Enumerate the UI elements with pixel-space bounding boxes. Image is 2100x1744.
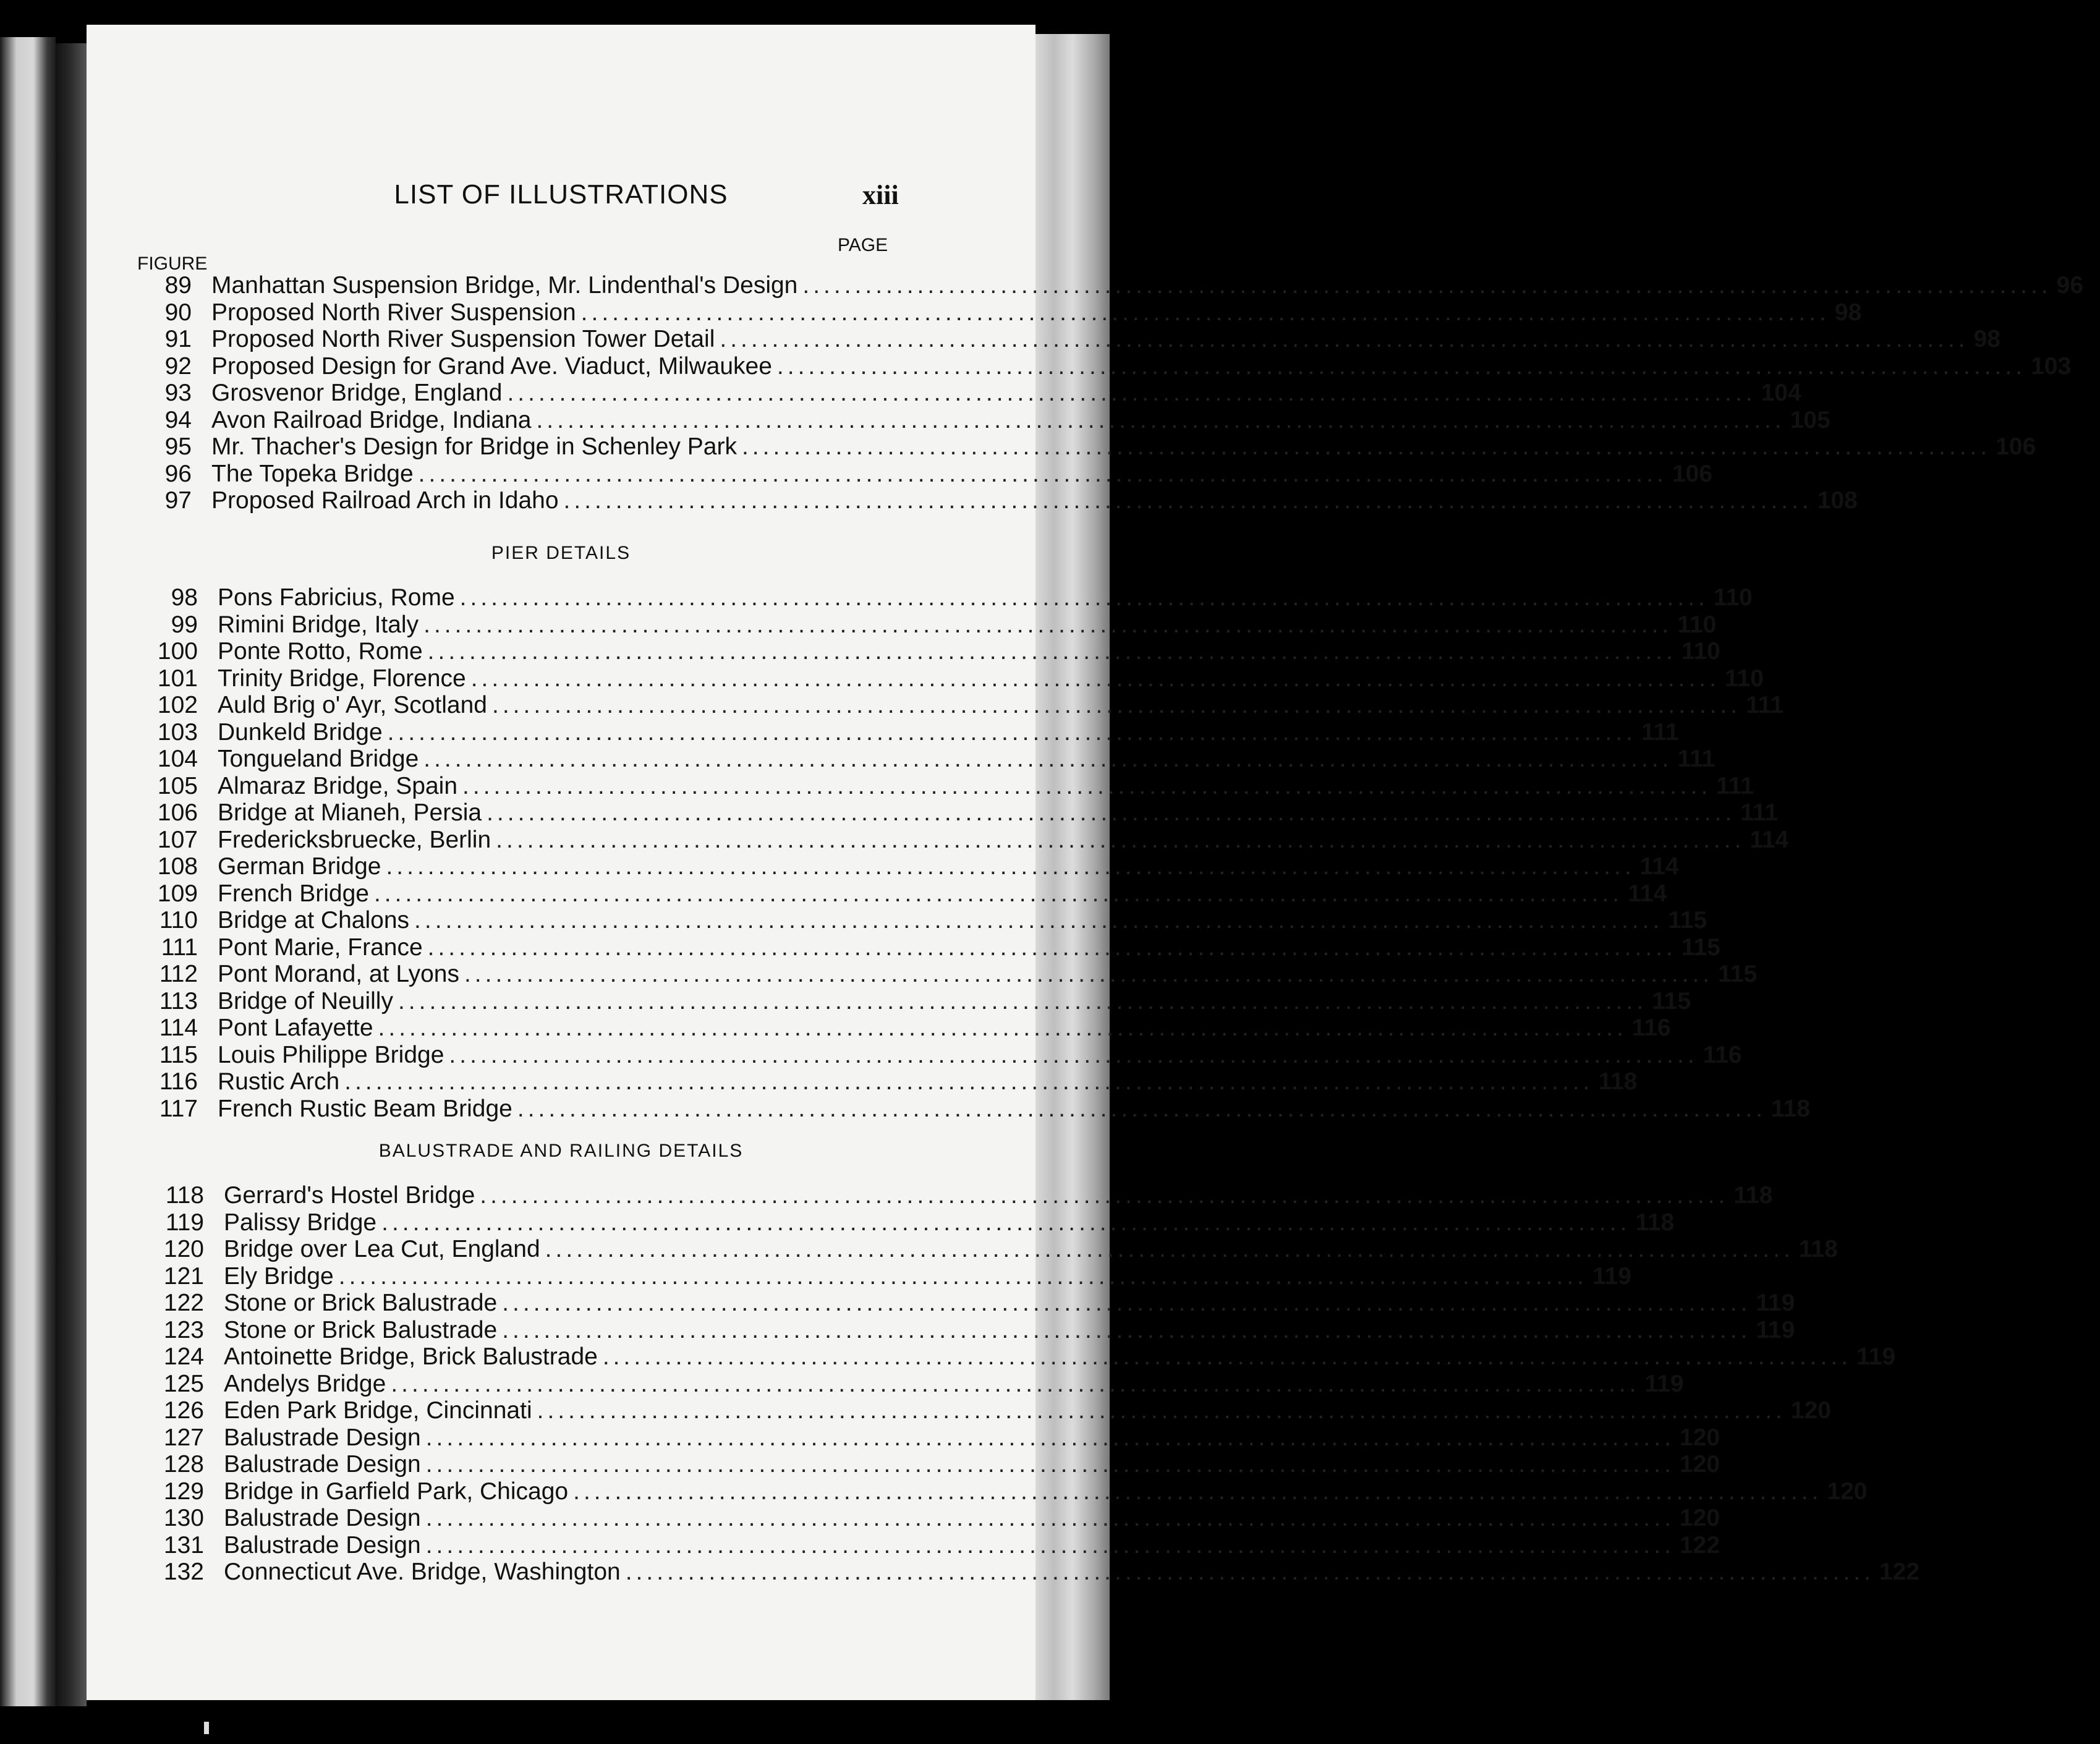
- figure-entry: [117, 718, 1679, 746]
- figure-page-number: 118: [1598, 1068, 1638, 1095]
- dot-leader: ........................................................................................................................: [462, 772, 1712, 799]
- figure-page-number: 116: [1631, 1014, 1671, 1041]
- figure-title: German Bridge: [218, 853, 381, 880]
- figure-number: 89: [164, 272, 192, 299]
- figure-title: Pons Fabricius, Rome: [218, 584, 455, 611]
- figure-page-number: 98: [1973, 326, 2001, 352]
- figure-number: 128: [163, 1451, 204, 1478]
- figure-title: Proposed Design for Grand Ave. Viaduct, Milwaukee: [211, 352, 772, 380]
- figure-title: Avon Railroad Bridge, Indiana: [211, 406, 532, 433]
- figure-entry: [111, 299, 1862, 326]
- section-heading-pier: PIER DETAILS: [491, 543, 631, 563]
- figure-entry: [124, 1505, 1720, 1532]
- dot-leader: ........................................................................................................................: [573, 1478, 1822, 1505]
- figure-entry: [117, 772, 1754, 800]
- figure-page-number: 118: [1771, 1095, 1811, 1122]
- figure-entry: [117, 880, 1667, 908]
- figure-title: Mr. Thacher's Design for Bridge in Schenley Park: [211, 433, 737, 460]
- figure-page-number: 103: [2031, 352, 2072, 380]
- dot-leader: ........................................................................................................................: [387, 718, 1636, 746]
- figure-entry: [117, 934, 1720, 961]
- figure-title: Louis Philippe Bridge: [218, 1041, 444, 1068]
- figure-title: Balustrade Design: [224, 1424, 421, 1451]
- dot-leader: ........................................................................................................................: [487, 799, 1736, 826]
- dot-leader: ........................................................................................................................: [373, 880, 1623, 907]
- figure-title: Pont Morand, at Lyons: [218, 961, 459, 987]
- figure-entry: [117, 638, 1720, 665]
- column-headers: [87, 235, 1035, 272]
- figure-number: 125: [163, 1370, 204, 1397]
- figure-entry: [124, 1559, 1920, 1586]
- figure-entry: [117, 1095, 1811, 1123]
- figure-number: 120: [163, 1236, 204, 1262]
- figure-page-number: 119: [1644, 1370, 1684, 1397]
- dot-leader: ........................................................................................................................: [344, 1068, 1594, 1095]
- figure-page-number: 118: [1798, 1236, 1838, 1262]
- dot-leader: ........................................................................................................................: [386, 853, 1635, 880]
- figure-number: 122: [163, 1290, 204, 1316]
- figure-page-number: 118: [1733, 1182, 1773, 1209]
- figure-number: 111: [161, 934, 198, 961]
- figure-entry: [124, 1531, 1720, 1559]
- figure-page-number: 114: [1628, 880, 1667, 907]
- page-number: xiii: [862, 180, 899, 210]
- figure-title: Balustrade Design: [224, 1505, 421, 1531]
- dot-leader: ........................................................................................................................: [381, 1209, 1631, 1236]
- figure-title: Bridge of Neuilly: [218, 987, 393, 1014]
- figure-number: 91: [164, 326, 192, 352]
- figure-title: Eden Park Bridge, Cincinnati: [224, 1397, 532, 1424]
- figure-page-number: 119: [1756, 1316, 1795, 1343]
- figure-page-number: 114: [1749, 826, 1789, 853]
- figure-page-number: 110: [1677, 611, 1717, 638]
- figure-number: 112: [159, 961, 198, 987]
- dot-leader: ........................................................................................................................: [470, 665, 1720, 692]
- figure-number: 106: [157, 799, 198, 826]
- figure-number: 97: [164, 487, 192, 514]
- figure-number: 96: [164, 460, 192, 487]
- figure-entry: [111, 326, 2001, 353]
- figure-number: 126: [163, 1397, 204, 1424]
- figure-page-number: 122: [1879, 1559, 1920, 1585]
- figure-page-number: 115: [1668, 907, 1707, 934]
- left-page-edge: [0, 37, 56, 1706]
- figure-title: Balustrade Design: [224, 1531, 421, 1559]
- figure-page-number: 116: [1703, 1041, 1742, 1068]
- figure-number: 131: [163, 1531, 204, 1559]
- figure-entry: [117, 961, 1758, 988]
- figure-number: 130: [163, 1505, 204, 1531]
- figure-page-number: 111: [1716, 772, 1754, 799]
- figure-entry: [117, 987, 1691, 1015]
- figure-column-label: FIGURE: [137, 253, 208, 274]
- figure-page-number: 119: [1592, 1262, 1631, 1290]
- dot-leader: ........................................................................................................................: [391, 1370, 1640, 1397]
- figure-title: Auld Brig o' Ayr, Scotland: [218, 692, 487, 718]
- figure-entry: [117, 584, 1753, 611]
- figure-number: 95: [164, 433, 192, 460]
- dot-leader: ........................................................................................................................: [425, 1531, 1675, 1559]
- figure-number: 109: [157, 880, 198, 907]
- dot-leader: ........................................................................................................................: [425, 1424, 1675, 1451]
- figure-entry: [124, 1290, 1795, 1317]
- figure-number: 92: [164, 352, 192, 380]
- figure-page-number: 104: [1761, 380, 1801, 406]
- figure-entry: [124, 1236, 1838, 1263]
- figure-number: 121: [163, 1262, 204, 1290]
- dot-leader: ........................................................................................................................: [802, 272, 2052, 299]
- figure-number: 93: [164, 380, 192, 406]
- figure-page-number: 111: [1677, 746, 1715, 772]
- figure-entry: [111, 433, 2036, 461]
- figure-page-number: 111: [1746, 692, 1784, 718]
- figure-entry: [124, 1262, 1631, 1290]
- figure-title: Grosvenor Bridge, England: [211, 380, 503, 406]
- figure-entry: [124, 1451, 1720, 1478]
- figure-entry: [117, 1014, 1671, 1042]
- page-header: [87, 179, 1035, 216]
- figure-list-pier: [87, 584, 1811, 1122]
- book-page: [87, 25, 2084, 1700]
- figure-entry: [111, 460, 1713, 488]
- figure-title: French Rustic Beam Bridge: [218, 1095, 512, 1122]
- figure-title: Balustrade Design: [224, 1451, 421, 1478]
- figure-page-number: 110: [1724, 665, 1764, 692]
- figure-title: Palissy Bridge: [224, 1209, 377, 1236]
- figure-number: 102: [157, 692, 198, 718]
- dot-leader: ........................................................................................................................: [427, 934, 1677, 961]
- dot-leader: ........................................................................................................................: [545, 1236, 1794, 1262]
- figure-page-number: 106: [1996, 433, 2036, 460]
- figure-title: Stone or Brick Balustrade: [224, 1316, 498, 1343]
- figure-page-number: 108: [1817, 487, 1858, 514]
- figure-page-number: 120: [1679, 1451, 1720, 1478]
- dot-leader: ........................................................................................................................: [580, 299, 1830, 326]
- figure-entry: [111, 380, 1801, 407]
- dot-leader: ........................................................................................................................: [425, 1451, 1675, 1478]
- figure-title: French Bridge: [218, 880, 369, 907]
- dot-leader: ........................................................................................................................: [427, 638, 1677, 665]
- figure-page-number: 120: [1679, 1424, 1720, 1451]
- figure-title: Proposed North River Suspension: [211, 299, 576, 326]
- figure-entry: [117, 853, 1679, 880]
- figure-number: 103: [157, 718, 198, 746]
- figure-number: 118: [165, 1182, 204, 1209]
- figure-title: Dunkeld Bridge: [218, 718, 383, 746]
- figure-title: Connecticut Ave. Bridge, Washington: [224, 1559, 621, 1585]
- figure-entry: [124, 1397, 1831, 1424]
- figure-entry: [111, 272, 2084, 299]
- figure-entry: [117, 611, 1717, 639]
- figure-entry: [117, 746, 1715, 773]
- figure-number: 123: [163, 1316, 204, 1343]
- figure-page-number: 111: [1641, 718, 1679, 746]
- figure-title: Antoinette Bridge, Brick Balustrade: [224, 1343, 598, 1370]
- figure-page-number: 118: [1635, 1209, 1675, 1236]
- figure-entry: [124, 1209, 1675, 1236]
- dot-leader: ........................................................................................................................: [507, 380, 1756, 406]
- figure-number: 99: [171, 611, 198, 638]
- figure-page-number: 115: [1681, 934, 1720, 961]
- figure-entry: [111, 406, 1830, 434]
- figure-entry: [124, 1343, 1896, 1371]
- figure-number: 127: [163, 1424, 204, 1451]
- figure-title: Andelys Bridge: [224, 1370, 386, 1397]
- figure-number: 115: [159, 1041, 198, 1068]
- figure-page-number: 105: [1790, 406, 1830, 433]
- dot-leader: ........................................................................................................................: [536, 406, 1785, 433]
- figure-page-number: 98: [1834, 299, 1862, 326]
- figure-title: Gerrard's Hostel Bridge: [224, 1182, 475, 1209]
- figure-page-number: 120: [1679, 1505, 1720, 1531]
- figure-title: Ponte Rotto, Rome: [218, 638, 423, 665]
- figure-page-number: 120: [1790, 1397, 1831, 1424]
- figure-number: 107: [157, 826, 198, 853]
- figure-number: 100: [157, 638, 198, 665]
- figure-title: Manhattan Suspension Bridge, Mr. Lindenthal's Design: [211, 272, 798, 299]
- dot-leader: ........................................................................................................................: [423, 611, 1673, 638]
- figure-number: 108: [157, 853, 198, 880]
- dot-leader: ........................................................................................................................: [602, 1343, 1852, 1370]
- figure-title: Pont Lafayette: [218, 1014, 373, 1041]
- figure-number: 101: [157, 665, 198, 692]
- dot-leader: ........................................................................................................................: [459, 584, 1709, 611]
- figure-page-number: 106: [1672, 460, 1713, 487]
- figure-title: Proposed Railroad Arch in Idaho: [211, 487, 559, 514]
- figure-entry: [117, 665, 1764, 692]
- figure-title: Tongueland Bridge: [218, 746, 419, 772]
- dot-leader: ........................................................................................................................: [563, 487, 1813, 514]
- figure-title: The Topeka Bridge: [211, 460, 414, 487]
- figure-number: 110: [159, 907, 198, 934]
- dot-leader: ........................................................................................................................: [449, 1041, 1698, 1068]
- figure-number: 104: [157, 746, 198, 772]
- figure-page-number: 114: [1639, 853, 1679, 880]
- figure-entry: [117, 799, 1779, 827]
- dot-leader: ........................................................................................................................: [625, 1559, 1874, 1585]
- dot-leader: ........................................................................................................................: [480, 1182, 1729, 1209]
- dot-leader: ........................................................................................................................: [517, 1095, 1767, 1122]
- dot-leader: ........................................................................................................................: [537, 1397, 1786, 1424]
- dot-leader: ........................................................................................................................: [776, 352, 2026, 380]
- figure-title: Bridge at Mianeh, Persia: [218, 799, 482, 826]
- figure-page-number: 115: [1652, 987, 1691, 1014]
- page-column-label: PAGE: [838, 235, 888, 255]
- section-heading-balustrade: BALUSTRADE AND RAILING DETAILS: [378, 1141, 744, 1161]
- figure-title: Pont Marie, France: [218, 934, 423, 961]
- figure-page-number: 120: [1827, 1478, 1868, 1505]
- figure-number: 94: [164, 406, 192, 433]
- figure-title: Trinity Bridge, Florence: [218, 665, 466, 692]
- dot-leader: ........................................................................................................................: [397, 987, 1647, 1014]
- figure-title: Bridge at Chalons: [218, 907, 410, 934]
- dot-leader: ........................................................................................................................: [741, 433, 1991, 460]
- dot-leader: ........................................................................................................................: [502, 1316, 1751, 1343]
- figure-entry: [124, 1478, 1868, 1505]
- figure-number: 116: [159, 1068, 198, 1095]
- figure-page-number: 119: [1756, 1290, 1795, 1316]
- figure-entry: [117, 1068, 1638, 1095]
- figure-number: 114: [159, 1014, 198, 1041]
- figure-page-number: 115: [1718, 961, 1758, 987]
- figure-number: 124: [163, 1343, 204, 1370]
- book-gutter: [56, 43, 87, 1706]
- figure-title: Ely Bridge: [224, 1262, 334, 1290]
- figure-entry: [117, 907, 1707, 934]
- dot-leader: ........................................................................................................................: [496, 826, 1745, 853]
- figure-title: Fredericksbruecke, Berlin: [218, 826, 491, 853]
- figure-entry: [124, 1316, 1795, 1344]
- figure-page-number: 122: [1679, 1531, 1720, 1559]
- figure-entry: [124, 1370, 1684, 1398]
- figure-entry: [124, 1182, 1773, 1209]
- dot-leader: ........................................................................................................................: [418, 460, 1667, 487]
- figure-list-general: [87, 272, 2084, 514]
- figure-title: Stone or Brick Balustrade: [224, 1290, 498, 1316]
- figure-number: 98: [171, 584, 198, 611]
- figure-page-number: 110: [1681, 638, 1720, 665]
- dot-leader: ........................................................................................................................: [464, 961, 1714, 987]
- running-title: LIST OF ILLUSTRATIONS: [394, 179, 728, 210]
- dot-leader: ........................................................................................................................: [425, 1505, 1675, 1531]
- figure-number: 119: [165, 1209, 204, 1236]
- figure-title: Rimini Bridge, Italy: [218, 611, 419, 638]
- figure-page-number: 96: [2056, 272, 2084, 299]
- figure-title: Rustic Arch: [218, 1068, 340, 1095]
- figure-entry: [117, 826, 1789, 854]
- figure-title: Bridge over Lea Cut, England: [224, 1236, 540, 1262]
- dot-leader: ........................................................................................................................: [492, 692, 1741, 718]
- figure-entry: [111, 352, 2072, 380]
- figure-page-number: 111: [1740, 799, 1779, 826]
- figure-entry: [117, 692, 1784, 719]
- figure-list-balustrade: [87, 1182, 1920, 1586]
- figure-entry: [124, 1424, 1720, 1452]
- figure-title: Bridge in Garfield Park, Chicago: [224, 1478, 569, 1505]
- figure-number: 90: [164, 299, 192, 326]
- dot-leader: ........................................................................................................................: [338, 1262, 1588, 1290]
- figure-title: Almaraz Bridge, Spain: [218, 772, 458, 799]
- figure-number: 129: [163, 1478, 204, 1505]
- dot-leader: ........................................................................................................................: [720, 326, 1969, 352]
- figure-entry: [117, 1041, 1742, 1069]
- dot-leader: ........................................................................................................................: [423, 746, 1673, 772]
- figure-title: Proposed North River Suspension Tower Detail: [211, 326, 715, 352]
- figure-number: 113: [159, 987, 198, 1014]
- figure-page-number: 110: [1713, 584, 1753, 611]
- figure-number: 117: [159, 1095, 198, 1122]
- dot-leader: ........................................................................................................................: [414, 907, 1664, 934]
- figure-number: 105: [157, 772, 198, 799]
- dot-leader: ........................................................................................................................: [502, 1290, 1751, 1316]
- figure-number: 132: [163, 1559, 204, 1585]
- scan-artifact: [204, 1722, 209, 1734]
- figure-page-number: 119: [1856, 1343, 1896, 1370]
- figure-entry: [111, 487, 1858, 514]
- dot-leader: ........................................................................................................................: [378, 1014, 1627, 1041]
